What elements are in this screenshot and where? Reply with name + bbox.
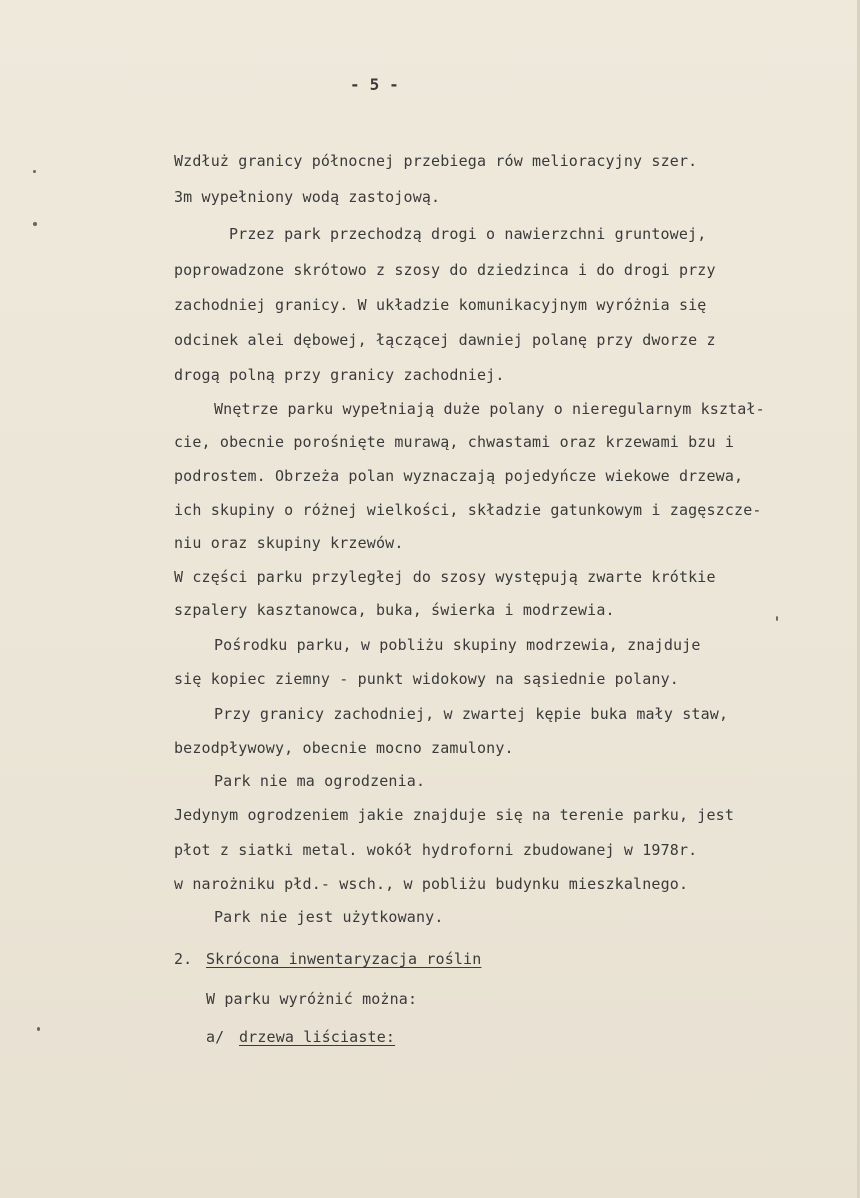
text-line: się kopiec ziemny - punkt widokowy na sąsiednie polany.	[174, 670, 679, 688]
text-line: szpalery kasztanowca, buka, świerka i modrzewia.	[174, 601, 615, 619]
list-item-marker: a/	[206, 1028, 225, 1046]
section-number: 2.	[174, 950, 193, 968]
text-line: Jedynym ogrodzeniem jakie znajduje się na terenie parku, jest	[174, 806, 735, 824]
text-line: cie, obecnie porośnięte murawą, chwastami oraz krzewami bzu i	[174, 433, 735, 451]
text-line: Park nie ma ogrodzenia.	[214, 772, 426, 790]
text-line: 3m wypełniony wodą zastojową.	[174, 188, 441, 206]
paper-speck	[776, 616, 778, 621]
text-line: zachodniej granicy. W układzie komunikacyjnym wyróżnia się	[174, 296, 707, 314]
section-heading: Skrócona inwentaryzacja roślin	[206, 950, 482, 968]
text-line: bezodpływowy, obecnie mocno zamulony.	[174, 739, 514, 757]
paper-speck	[33, 170, 36, 173]
text-line: ich skupiny o różnej wielkości, składzie gatunkowym i zagęszcze-	[174, 501, 762, 519]
section-intro: W parku wyróżnić można:	[206, 990, 418, 1008]
text-line: Park nie jest użytkowany.	[214, 908, 444, 926]
paper-speck	[33, 222, 37, 226]
text-line: płot z siatki metal. wokół hydroforni zbudowanej w 1978r.	[174, 841, 698, 859]
text-line: odcinek alei dębowej, łączącej dawniej polanę przy dworze z	[174, 331, 716, 349]
text-line: poprowadzone skrótowo z szosy do dziedzinca i do drogi przy	[174, 261, 716, 279]
text-line: Wnętrze parku wypełniają duże polany o nieregularnym kształ-	[214, 400, 765, 418]
text-line: W części parku przyległej do szosy występują zwarte krótkie	[174, 568, 716, 586]
text-line: podrostem. Obrzeża polan wyznaczają pojedyńcze wiekowe drzewa,	[174, 467, 744, 485]
text-line: niu oraz skupiny krzewów.	[174, 534, 404, 552]
page-number: - 5 -	[350, 75, 399, 94]
text-line: Wzdłuż granicy północnej przebiega rów melioracyjny szer.	[174, 152, 698, 170]
text-line: Przy granicy zachodniej, w zwartej kępie buka mały staw,	[214, 705, 729, 723]
text-line: Pośrodku parku, w pobliżu skupiny modrzewia, znajduje	[214, 636, 701, 654]
text-line: drogą polną przy granicy zachodniej.	[174, 366, 505, 384]
paper-speck	[37, 1027, 40, 1031]
list-item-label: drzewa liściaste:	[239, 1028, 396, 1046]
text-line: w narożniku płd.- wsch., w pobliżu budynku mieszkalnego.	[174, 875, 689, 893]
text-line: Przez park przechodzą drogi o nawierzchni gruntowej,	[229, 225, 707, 243]
